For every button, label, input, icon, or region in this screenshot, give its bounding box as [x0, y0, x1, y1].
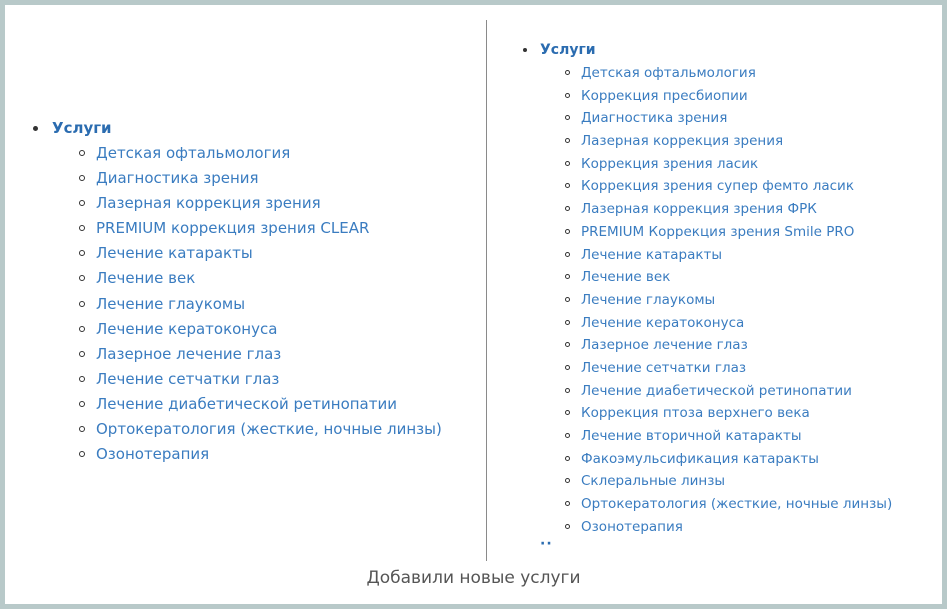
service-link[interactable]: Лечение сетчатки глаз — [96, 369, 280, 388]
service-link[interactable]: Коррекция пресбиопии — [581, 87, 748, 104]
service-link[interactable]: Лечение кератоконуса — [581, 314, 745, 331]
bullet-icon — [33, 126, 38, 131]
service-link[interactable]: Лазерная коррекция зрения — [96, 194, 321, 213]
service-link[interactable]: Лечение диабетической ретинопатии — [96, 394, 397, 413]
service-link[interactable]: Лазерное лечение глаз — [96, 344, 282, 363]
service-link[interactable]: Склеральные линзы — [581, 473, 726, 490]
circle-bullet-icon — [565, 297, 570, 302]
circle-bullet-icon — [565, 365, 570, 370]
service-link[interactable]: Диагностика зрения — [96, 169, 259, 188]
circle-bullet-icon — [565, 524, 570, 529]
circle-bullet-icon — [79, 376, 85, 382]
circle-bullet-icon — [79, 426, 85, 432]
circle-bullet-icon — [565, 433, 570, 438]
service-link[interactable]: PREMIUM Коррекция зрения Smile PRO — [581, 223, 855, 240]
service-link[interactable]: Лазерная коррекция зрения ФРК — [581, 201, 817, 218]
service-link[interactable]: Коррекция зрения супер фемто ласик — [581, 178, 854, 195]
circle-bullet-icon — [79, 401, 85, 407]
service-link[interactable]: Ортокератология (жесткие, ночные линзы) — [96, 420, 442, 439]
service-link[interactable]: Лечение глаукомы — [96, 294, 246, 313]
service-link[interactable]: Лечение катаракты — [581, 246, 723, 263]
circle-bullet-icon — [565, 70, 570, 75]
circle-bullet-icon — [79, 301, 85, 307]
service-link[interactable]: Лечение глаукомы — [581, 291, 716, 308]
circle-bullet-icon — [79, 150, 85, 156]
circle-bullet-icon — [79, 351, 85, 357]
cutoff-text: ·· — [540, 536, 553, 552]
services-heading-link[interactable]: Услуги — [540, 42, 596, 58]
service-link[interactable]: Диагностика зрения — [581, 110, 728, 127]
service-link[interactable]: Лечение век — [581, 269, 671, 286]
circle-bullet-icon — [565, 252, 570, 257]
service-link[interactable]: Лечение кератоконуса — [96, 319, 278, 338]
service-link[interactable]: Детская офтальмология — [96, 144, 291, 162]
service-link[interactable]: Лазерная коррекция зрения — [581, 133, 784, 150]
service-link[interactable]: Коррекция зрения ласик — [581, 155, 759, 172]
service-link[interactable]: Факоэмульсификация катаракты — [581, 450, 819, 467]
circle-bullet-icon — [565, 320, 570, 325]
service-link[interactable]: Лечение вторичной катаракты — [581, 428, 802, 444]
service-link[interactable]: Детская офтальмология — [581, 65, 756, 81]
service-link[interactable]: Лечение сетчатки глаз — [581, 359, 747, 376]
service-link[interactable]: Озонотерапия — [581, 518, 683, 535]
service-link[interactable]: Коррекция птоза верхнего века — [581, 405, 810, 422]
services-heading-link[interactable]: Услуги — [52, 119, 112, 137]
image-caption: Добавили новые услуги — [366, 568, 581, 588]
service-link[interactable]: Озонотерапия — [96, 445, 210, 464]
bullet-icon — [523, 48, 527, 52]
circle-bullet-icon — [565, 388, 570, 393]
circle-bullet-icon — [79, 326, 85, 332]
circle-bullet-icon — [565, 161, 570, 166]
service-link[interactable]: PREMIUM коррекция зрения CLEAR — [96, 219, 370, 238]
service-link[interactable]: Лечение диабетической ретинопатии — [581, 382, 852, 399]
service-link[interactable]: Лазерное лечение глаз — [581, 337, 748, 354]
circle-bullet-icon — [565, 229, 570, 234]
service-link[interactable]: Лечение век — [96, 269, 196, 288]
circle-bullet-icon — [565, 456, 570, 461]
panel-divider — [486, 20, 487, 561]
circle-bullet-icon — [565, 93, 570, 98]
service-link[interactable]: Лечение катаракты — [96, 244, 253, 263]
service-link[interactable]: Ортокератология (жесткие, ночные линзы) — [581, 496, 893, 513]
